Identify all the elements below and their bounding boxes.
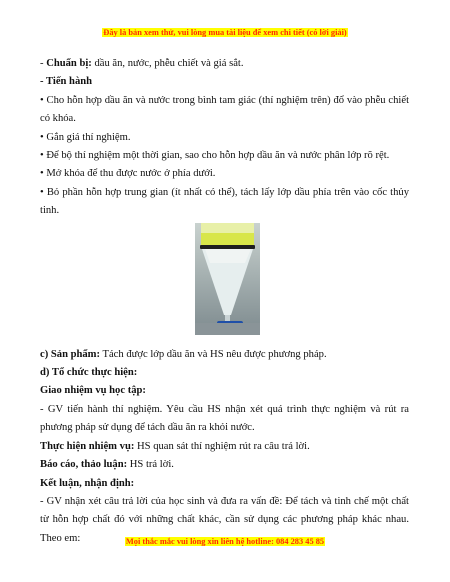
product-line: c) Sản phẩm: Tách được lớp dầu ăn và HS nêu được phương pháp. (40, 348, 327, 360)
step-3: • Để bộ thí nghiệm một thời gian, sao cho hỗn hợp dầu ăn và nước phân lớp rõ rệt. (40, 150, 390, 162)
hotline-banner: Mọi thắc mắc vui lòng xin liên hệ hotline: 084 283 45 85 (125, 537, 325, 546)
procedure-heading: - Tiến hành (40, 76, 93, 88)
preview-banner: Đây là bản xem thử, vui lòng mua tài liệu để xem chi tiết (có lời giải) (103, 28, 347, 37)
step-5: • Bỏ phần hỗn hợp trung gian (ít nhất có thể), tách lấy lớp dầu phía trên vào cốc thủy tinh. (40, 186, 410, 217)
perform-line: Thực hiện nhiệm vụ: HS quan sát thí nghiệm rút ra câu trả lời. (40, 440, 310, 452)
conclusion-text: - GV nhận xét câu trả lời của học sinh và đưa ra vấn đề: Để tách và tinh chế một chất từ hỗn hợp chất đó với những chất khác, cần sử dụng các phương pháp khác nhau. Theo em: (40, 495, 409, 544)
step-2: • Gắn giá thí nghiệm. (40, 131, 131, 143)
assign-text: - GV tiến hành thí nghiệm. Yêu cầu HS nhận xét quá trình thực nghiệm và rút ra phương pháp sử dụng để tách dầu ăn ra khỏi nước. (40, 403, 409, 434)
separatory-funnel-photo (195, 223, 260, 335)
step-4: • Mở khóa để thu được nước ở phía dưới. (40, 168, 216, 180)
assign-heading: Giao nhiệm vụ học tập: (40, 385, 146, 397)
prep-line: - Chuẩn bị: dầu ăn, nước, phễu chiết và giá sắt. (40, 58, 244, 69)
figure (40, 221, 409, 346)
report-line: Báo cáo, thảo luận: HS trả lời. (40, 459, 174, 471)
step-1: • Cho hỗn hợp dầu ăn và nước trong bình tam giác (thí nghiệm trên) đổ vào phễu chiết có khóa. (40, 94, 410, 125)
organization-heading: d) Tổ chức thực hiện: (40, 367, 138, 379)
document-body (40, 55, 409, 548)
conclusion-heading: Kết luận, nhận định: (40, 477, 135, 489)
